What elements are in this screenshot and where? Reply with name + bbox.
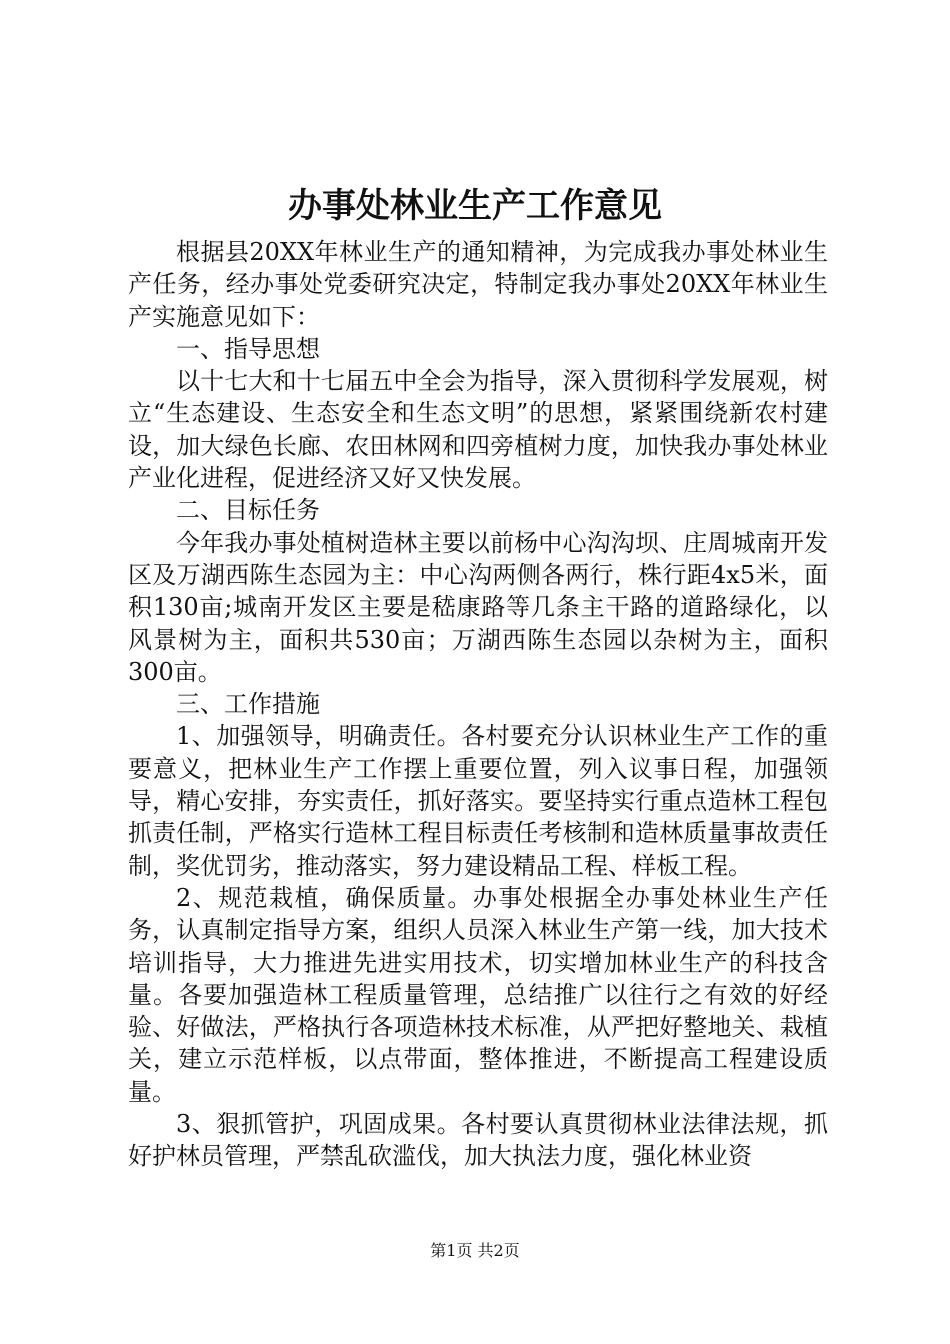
section-heading-measures: 三、工作措施 (176, 690, 320, 719)
paragraph-measure-3: 3、狠抓管护，巩固成果。各村要认真贯彻林业法律法规，抓好护林员管理，严禁乱砍滥伐，加大执法力度，强化林业资 (128, 1110, 828, 1171)
paragraph-measure-1: 1、加强领导，明确责任。各村要充分认识林业生产工作的重要意义，把林业生产工作摆上重要位置，列入议事日程，加强领导，精心安排，夯实责任，抓好落实。要坚持实行重点造林工程包抓责任制，严格实行造林工程目标责任考核制和造林质量事故责任制，奖优罚劣，推动落实，努力建设精品工程、样板工程。 (128, 722, 828, 880)
paragraph-measure-2: 2、规范栽植，确保质量。办事处根据全办事处林业生产任务，认真制定指导方案，组织人员深入林业生产第一线，加大技术培训指导，大力推进先进实用技术，切实增加林业生产的科技含量。各要加强造林工程质量管理，总结推广以往行之有效的好经验、好做法，严格执行各项造林技术标准，从严把好整地关、栽植关，建立示范样板，以点带面，整体推进，不断提高工程建设质量。 (128, 883, 828, 1106)
document-body (128, 236, 828, 1173)
paragraph-guiding-ideology: 以十七大和十七届五中全会为指导，深入贯彻科学发展观，树立“生态建设、生态安全和生态文明”的思想，紧紧围绕新农村建设，加大绿色长廊、农田林网和四旁植树力度，加快我办事处林业产业化进程，促进经济又好又快发展。 (128, 367, 828, 493)
page-footer: 第1页 共2页 (430, 1241, 520, 1260)
document-title: 办事处林业生产工作意见 (288, 186, 662, 226)
paragraph-intro: 根据县20XX年林业生产的通知精神，为完成我办事处林业生产任务，经办事处党委研究决定，特制定我办事处20XX年林业生产实施意见如下： (128, 238, 828, 331)
paragraph-targets: 今年我办事处植树造林主要以前杨中心沟沟坝、庄周城南开发区及万湖西陈生态园为主：中心沟两侧各两行，株行距4x5米，面积130亩;城南开发区主要是嵇康路等几条主干路的道路绿化，以风景树为主，面积共530亩；万湖西陈生态园以杂树为主，面积300亩。 (128, 528, 828, 686)
section-heading-guiding-ideology: 一、指导思想 (176, 334, 320, 363)
section-heading-targets: 二、目标任务 (176, 496, 320, 525)
